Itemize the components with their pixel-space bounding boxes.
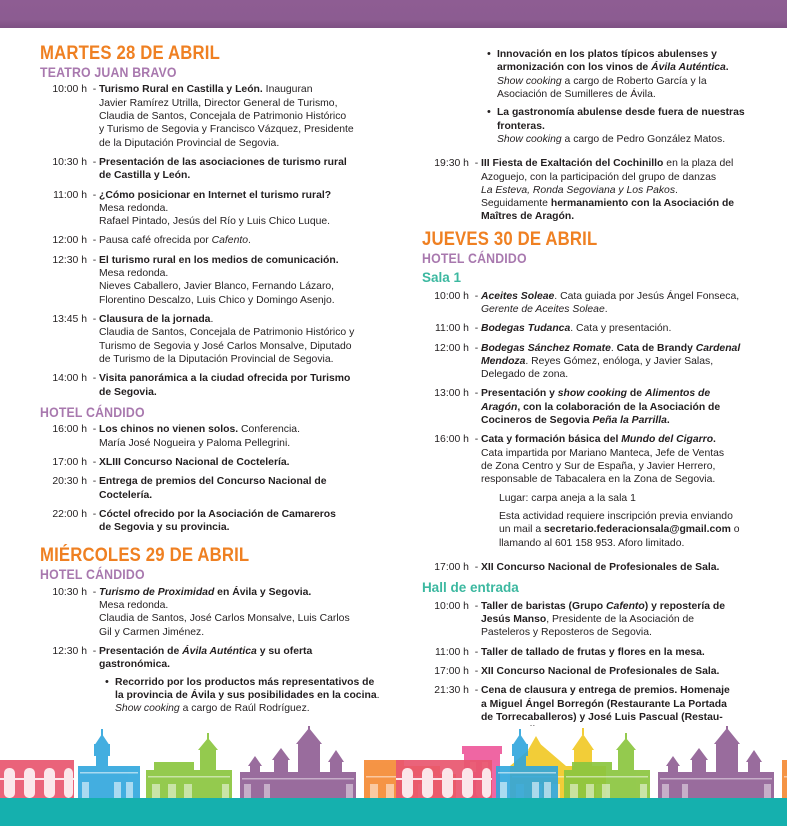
entry-body [99,254,392,307]
text-line: Presentación y show cooking de Alimentos de [480,388,711,400]
text-line: El turismo rural en los medios de comunicación. [99,254,339,266]
entry-time: 11:00 h [53,189,87,201]
day-heading: MARTES 28 DE ABRIL [40,43,220,64]
entry-dash: - [92,314,97,326]
schedule-entry [40,254,392,307]
text-line: Florentino Descalzo, Luis Chico y Domingo Asenjo. [99,294,335,306]
text-line: de Segovia. [99,386,157,398]
text-line: Aceites Soleae. Cata guiada por Jesús Ángel Fonseca, [480,290,740,302]
entry-time: 10:00 h [52,84,87,96]
entry-dash: - [92,456,97,468]
text-line: Aragón, con la colaboración de la Asociación de [480,401,721,413]
entry-dash: - [474,665,479,677]
schedule-entry [40,234,392,247]
bullet-item [115,676,392,716]
entry-time: 13:00 h [434,388,469,400]
day-block [40,44,392,534]
text-line: Mesa redonda. [99,268,169,280]
text-line: Cata impartida por Mariano Manteca, Jefe de Ventas [480,447,725,459]
text-line: Bodegas Tudanca. Cata y presentación. [480,323,672,335]
continued-bullets-entry [422,44,759,151]
entry-time: 16:00 h [434,434,469,446]
entry-body [99,645,392,721]
entry-time: 20:30 h [52,476,87,488]
schedule-entry [40,475,392,502]
schedule-entry [40,189,392,229]
text-line: XII Concurso Nacional de Profesionales de Sala. [480,561,720,573]
entry-body [99,234,392,247]
schedule-entry [40,645,392,721]
text-line: un mail a secretario.federacionsala@gmail.com o [498,524,740,536]
entry-body [99,456,392,469]
bullet-list [481,48,759,146]
schedule-entry [40,313,392,366]
text-line: Entrega de premios del Concurso Nacional de [99,476,327,488]
entry-time: 16:00 h [52,424,87,436]
text-line: XII Concurso Nacional de Profesionales de Sala. [480,665,720,677]
entry-dash: - [92,508,97,520]
entry-time: 10:00 h [434,600,469,612]
entry-dash: - [92,254,97,266]
schedule-entry [422,387,759,427]
schedule-entry [422,561,759,574]
text-line: de Zona Centro y Sur de España, y Javier Herrero, [480,461,716,473]
text-line: Maîtres de Aragón. [480,211,575,223]
entry-dash: - [474,323,479,335]
entry-body [99,423,392,450]
entry-time: 22:00 h [52,508,87,520]
text-line: Gil y Carmen Jiménez. [99,626,205,638]
text-line: Show cooking a cargo de Roberto García y la [496,75,707,87]
entry-body [99,313,392,366]
text-line: María José Nogueira y Paloma Pellegrini. [99,437,291,449]
text-line: Claudia de Santos, José Carlos Monsalve, Luis Carlos [99,613,350,625]
schedule-entry [40,156,392,183]
entry-body [481,561,759,574]
text-line: Presentación de Ávila Auténtica y su oferta [99,646,313,658]
text-line: de Castilla y León. [99,170,191,182]
schedule-entry [422,290,759,317]
entry-dash: - [92,189,97,201]
venue-heading: HOTEL CÁNDIDO [40,566,145,583]
bullet-item [497,106,759,146]
schedule-entry [422,322,759,335]
entry-body [99,372,392,399]
top-decorative-bar [0,0,787,28]
entry-body [99,508,392,535]
text-line: de Segovia y su provincia. [99,522,230,534]
text-line: Cocineros de Segovia Peña la Parrilla. [480,415,670,427]
schedule-entry [40,586,392,639]
entry-time: 12:30 h [52,254,87,266]
text-line: Javier Ramírez Utrilla, Director General de Turismo, [99,97,338,109]
text-line: • Innovación en los platos típicos abulenses y [496,49,717,60]
entry-time: 19:30 h [434,158,469,170]
text-line: armonización con los vinos de Ávila Auténtica. [496,62,729,74]
text-line: Taller de tallado de frutas y flores en la mesa. [480,646,705,658]
schedule-entry [422,157,759,224]
room-heading: Sala 1 [421,270,461,286]
text-line: de Torrecaballeros) y José Luis Pascual (Restau- [480,711,723,723]
text-line: Jesús Manso, Presidente de la Asociación de [480,614,695,626]
entry-dash: - [92,424,97,436]
skyline-illustration [0,726,787,798]
entry-dash: - [92,476,97,488]
entry-body [481,44,759,151]
entry-dash: - [474,158,479,170]
text-line: Presentación de las asociaciones de turismo rural [99,156,347,168]
text-line: Mendoza. Reyes Gómez, enóloga, y Javier Salas, [480,355,714,367]
bullet-list [99,676,392,716]
text-line: Cena de clausura y entrega de premios. Homenaje [480,685,730,697]
text-line: Claudia de Santos, Concejala de Patrimonio Histórico y [99,327,355,339]
text-line: XLIII Concurso Nacional de Coctelería. [99,456,290,468]
text-line: Azoguejo, con la participación del grupo de danzas [480,171,717,183]
room-heading: Hall de entrada [421,580,519,596]
entry-body [481,157,759,224]
text-line: Show cooking a cargo de Pedro González Matos. [496,133,726,145]
text-line: Bodegas Sánchez Romate. Cata de Brandy Cardenal [480,342,741,354]
entry-dash: - [474,434,479,446]
text-line: Clausura de la jornada. [99,314,214,326]
text-line: a Miguel Ángel Borregón (Restaurante La Portada [480,698,727,710]
text-line: fronteras. [496,120,545,132]
note-block [499,510,759,550]
entry-body [481,646,759,659]
entry-dash: - [92,586,97,598]
entry-time: 11:00 h [435,323,469,335]
text-line: Rafael Pintado, Jesús del Río y Luis Chico Luque. [99,216,331,228]
entry-dash: - [92,156,97,168]
text-line: de Turismo de la Diputación Provincial de Segovia. [99,353,334,365]
venue-heading: HOTEL CÁNDIDO [421,249,527,266]
entry-body [481,290,759,317]
text-line: Seguidamente hermanamiento con la Asociación de [480,198,735,210]
text-line: Turismo de Proximidad en Ávila y Segovia. [99,586,312,598]
entry-time: 17:00 h [434,665,469,677]
entry-dash: - [92,646,97,658]
day-block [40,546,392,720]
entry-time: 10:30 h [52,586,87,598]
venue-heading: TEATRO JUAN BRAVO [40,63,177,80]
entry-time: 17:00 h [52,456,87,468]
entry-body [99,475,392,502]
text-line: Pausa café ofrecida por Cafento. [99,235,251,247]
text-line: Visita panorámica a la ciudad ofrecida por Turismo [99,373,351,385]
right-column [422,44,759,730]
text-line: llamando al 601 158 953. Aforo limitado. [498,537,685,549]
entry-body [481,342,759,382]
entry-dash: - [474,290,479,302]
entry-time: 12:30 h [52,646,87,658]
text-line: III Fiesta de Exaltación del Cochinillo en la plaza del [480,158,734,170]
program-page [0,28,787,730]
text-line: Cóctel ofrecido por la Asociación de Camareros [99,508,336,520]
entry-time: 11:00 h [435,646,469,658]
entry-time: 10:30 h [52,156,87,168]
schedule-entry [40,83,392,150]
entry-body [99,83,392,150]
text-line: La Esteva, Ronda Segoviana y Los Pakos. [480,184,678,196]
entry-dash: - [92,235,97,247]
text-line: responsable de Tabacalera en la Zona de Segovia. [480,474,716,486]
entry-time: 10:00 h [434,290,469,302]
text-line: gastronómica. [99,659,171,671]
text-line: Show cooking a cargo de Raúl Rodríguez. [115,703,310,715]
text-line: Mesa redonda. [99,600,169,612]
entry-time: 21:30 h [434,685,469,697]
text-line: Claudia de Santos, Concejala de Patrimonio Histórico [99,110,347,122]
text-line: y Turismo de Segovia y Francisco Vázquez, Presidente [99,124,354,136]
note-block [499,492,759,505]
text-line: Pasteleros y Reposteros de Segovia. [480,627,652,639]
entry-time: 12:00 h [52,235,87,247]
text-line: Taller de baristas (Grupo Cafento) y repostería de [480,600,726,612]
entry-time: 17:00 h [434,561,469,573]
day-block [422,230,759,738]
schedule-entry [422,342,759,382]
entry-time: 13:45 h [52,314,87,326]
bullet-item [497,48,759,101]
entry-time: 12:00 h [434,342,469,354]
schedule-entry [422,665,759,678]
text-line: Asociación de Sumilleres de Ávila. [496,88,656,100]
text-line: Los chinos no vienen solos. Conferencia. [99,424,300,436]
text-line: • La gastronomía abulense desde fuera de nuestras [496,107,745,119]
entry-body [481,665,759,678]
bottom-decorative-bar [0,798,787,826]
schedule-entry [422,600,759,640]
schedule-entry [422,433,759,555]
schedule-entry [40,456,392,469]
entry-body [481,387,759,427]
text-line: Turismo de Segovia y José Carlos Monsalve, Diputado [99,340,352,352]
entry-body [99,189,392,229]
entry-dash: - [474,685,479,697]
entry-dash: - [92,84,97,96]
entry-dash: - [474,388,479,400]
entry-body [481,600,759,640]
day-heading: MIÉRCOLES 29 DE ABRIL [40,545,250,567]
text-line: Lugar: carpa aneja a la sala 1 [498,492,636,504]
entry-dash: - [474,561,479,573]
text-line: de la Diputación Provincial de Segovia. [99,137,280,149]
entry-body [99,586,392,639]
entry-body [481,433,759,555]
venue-heading: HOTEL CÁNDIDO [40,403,145,420]
schedule-entry [422,646,759,659]
text-line: ¿Cómo posicionar en Internet el turismo rural? [99,189,332,201]
entry-body [99,156,392,183]
day-heading: JUEVES 30 DE ABRIL [421,228,598,250]
schedule-entry [40,423,392,450]
text-line: la provincia de Ávila y sus posibilidades en la cocina. [115,689,380,701]
text-line: Nieves Caballero, Javier Blanco, Fernando Lázaro, [99,281,335,293]
text-line: Turismo Rural en Castilla y León. Inauguran [99,84,313,96]
entry-body [481,322,759,335]
schedule-entry [40,372,392,399]
entry-dash: - [474,600,479,612]
schedule-entry [40,508,392,535]
text-line: Esta actividad requiere inscripción previa enviando [498,510,733,522]
entry-time: 14:00 h [52,373,87,385]
text-line: Mesa redonda. [99,202,169,214]
text-line: Cata y formación básica del Mundo del Cigarro. [480,434,716,446]
entry-dash: - [92,373,97,385]
text-line: Gerente de Aceites Soleae. [480,303,608,315]
text-line: Delegado de zona. [480,369,569,381]
entry-dash: - [474,646,479,658]
entry-dash: - [474,342,479,354]
text-line: • Recorrido por los productos más representativos de [115,676,375,688]
left-column [40,44,392,730]
text-line: Coctelería. [99,489,153,501]
